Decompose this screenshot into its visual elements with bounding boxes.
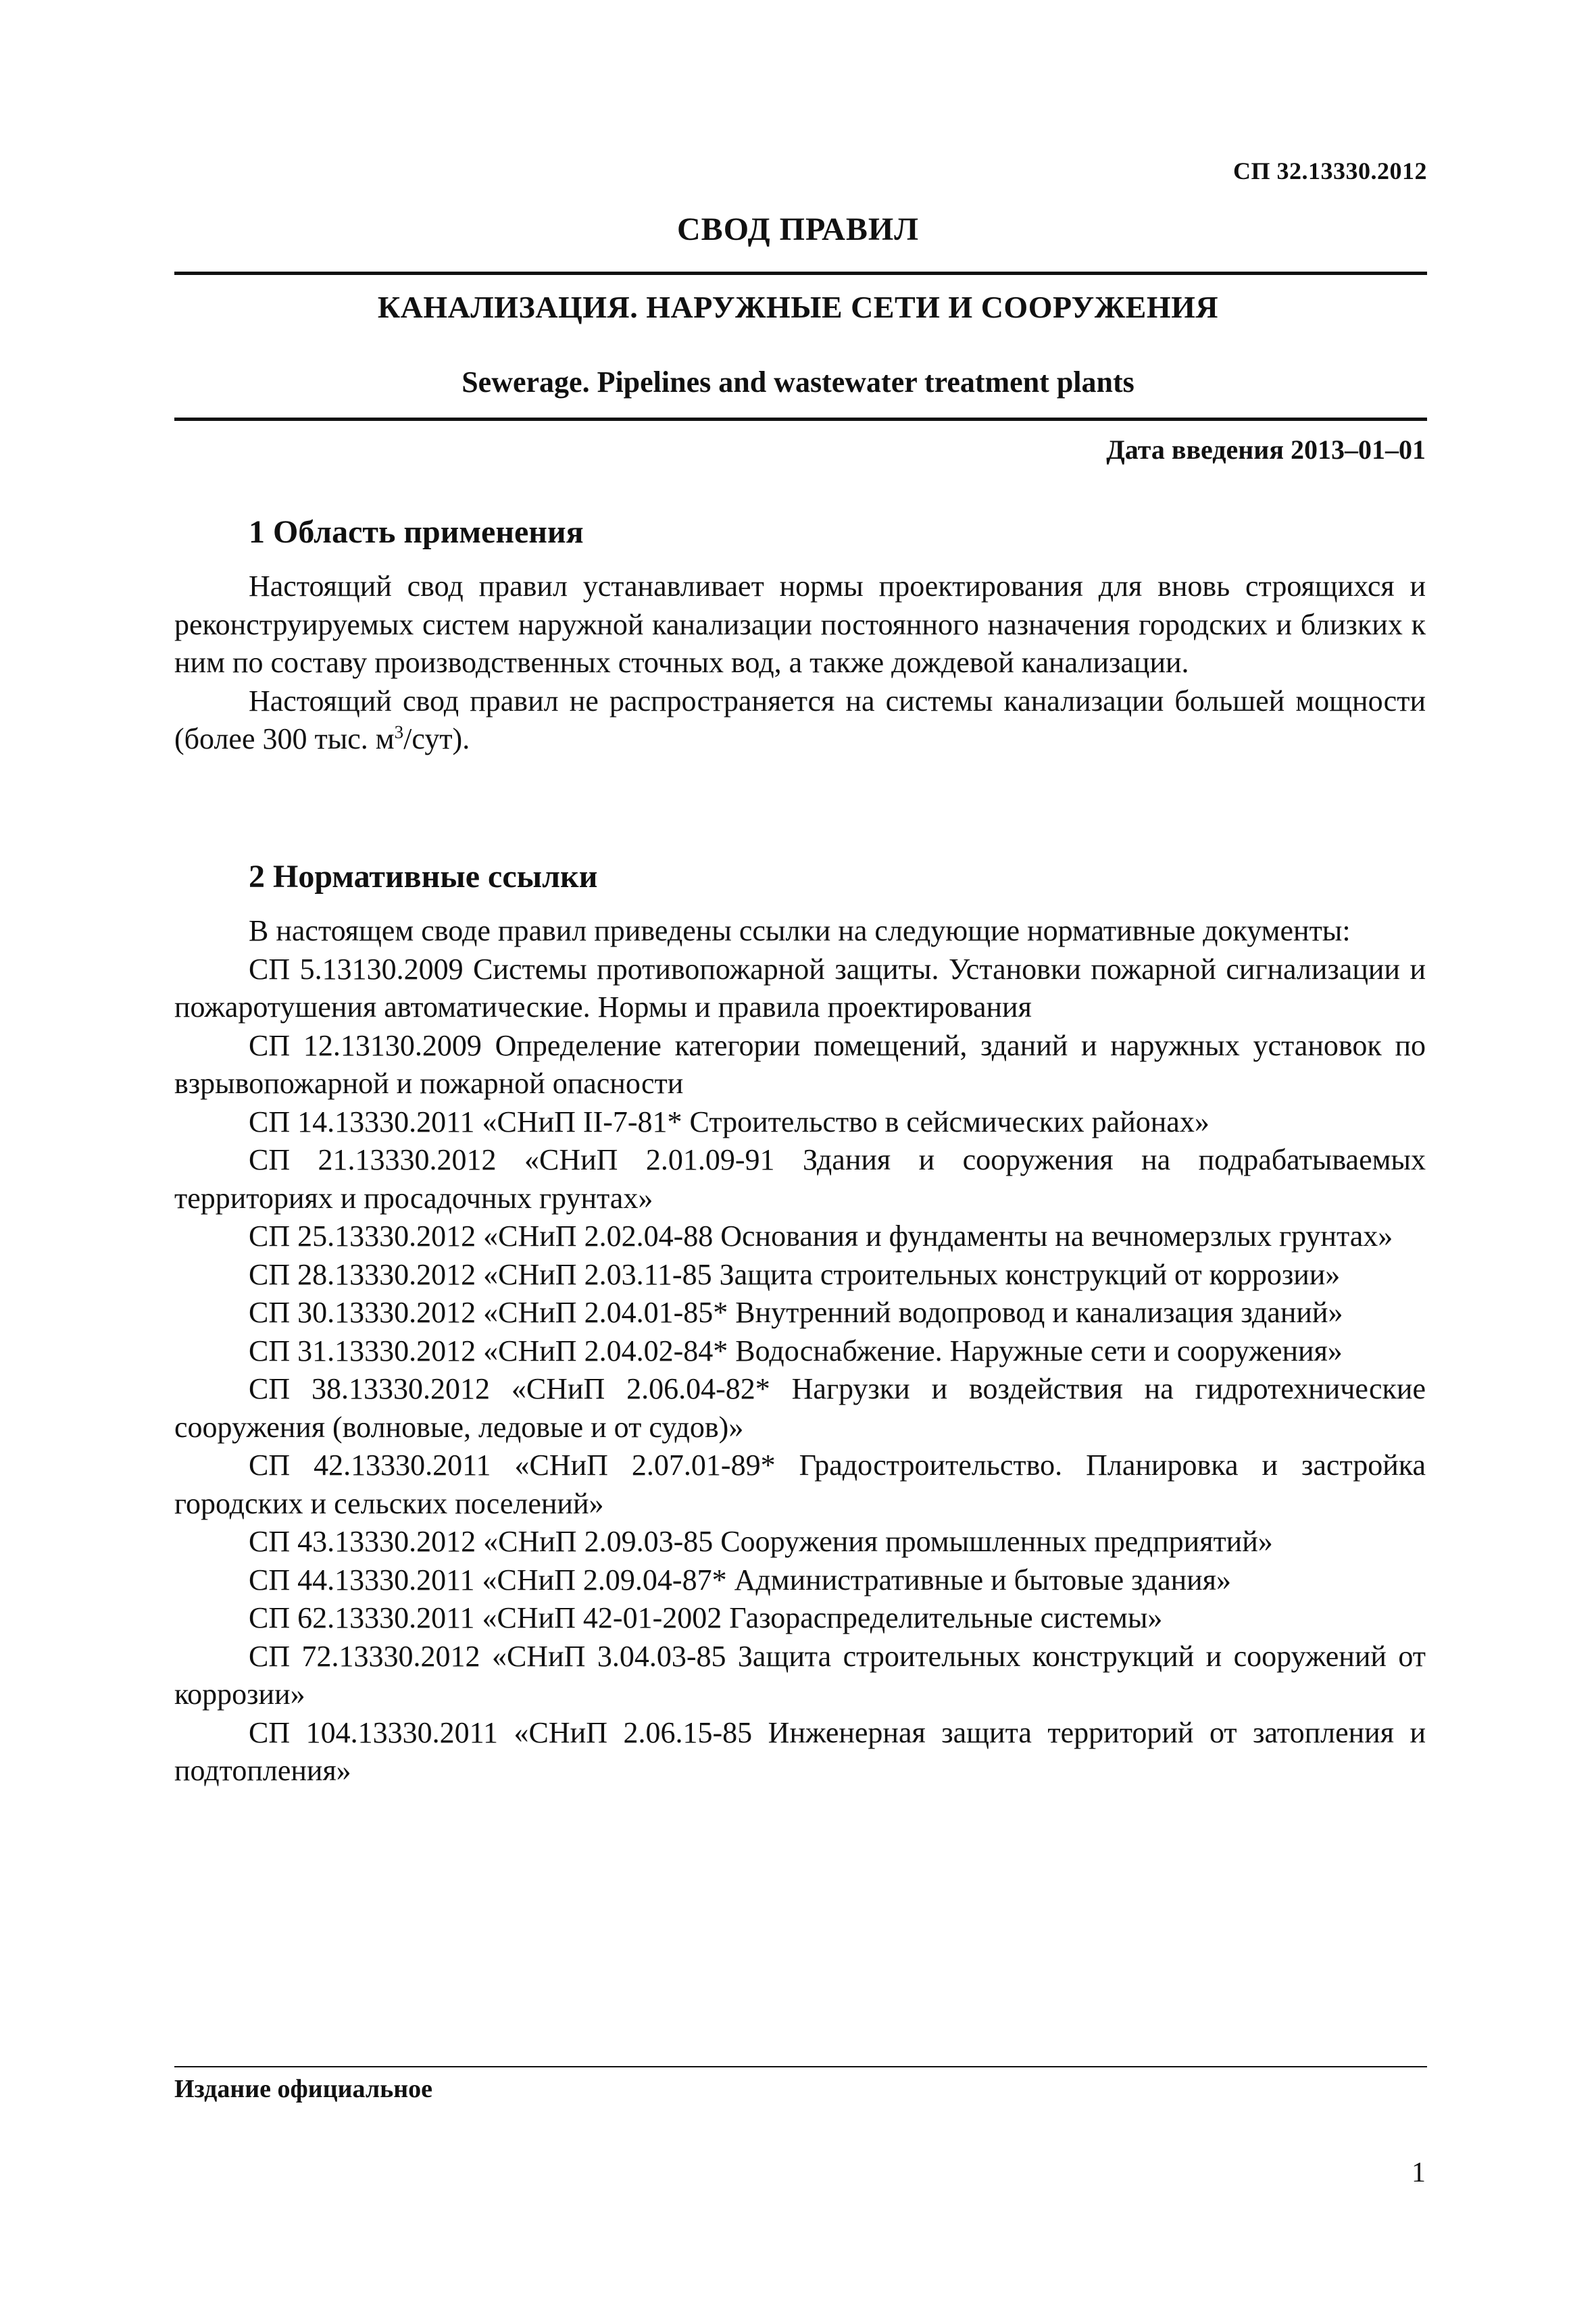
section-heading: 2 Нормативные ссылки [249, 859, 598, 895]
reference-item: СП 5.13130.2009 Системы противопожарной защиты. Установки пожарной сигнализации и пожаротушения автоматические. Нормы и правила проектирования [174, 952, 1426, 1024]
introduction-date: Дата введения 2013–01–01 [1106, 434, 1426, 465]
section-scope [174, 512, 1426, 759]
reference-item: СП 104.13330.2011 «СНиП 2.06.15-85 Инженерная защита территорий от затопления и подтопления» [174, 1715, 1426, 1787]
official-edition-note: Издание официальное [174, 2075, 433, 2103]
reference-item: СП 12.13130.2009 Определение категории помещений, зданий и наружных установок по взрывопожарной и пожарной опасности [174, 1028, 1426, 1100]
document-type-title: СВОД ПРАВИЛ [677, 211, 919, 247]
reference-item: СП 72.13330.2012 «СНиП 3.04.03-85 Защита строительных конструкций и сооружений от коррозии» [174, 1639, 1426, 1711]
footer-rule [174, 2066, 1427, 2067]
paragraph: В настоящем своде правил приведены ссылки на следующие нормативные документы: [249, 914, 1351, 947]
reference-item: СП 62.13330.2011 «СНиП 42-01-2002 Газораспределительные системы» [249, 1601, 1163, 1634]
reference-item: СП 28.13330.2012 «СНиП 2.03.11-85 Защита строительных конструкций от коррозии» [249, 1257, 1341, 1291]
document-title-en: Sewerage. Pipelines and wastewater treatment plants [462, 366, 1134, 399]
reference-item: СП 31.13330.2012 «СНиП 2.04.02-84* Водоснабжение. Наружные сети и сооружения» [249, 1334, 1343, 1367]
reference-item: СП 42.13330.2011 «СНиП 2.07.01-89* Градостроительство. Планировка и застройка городских и сельских поселений» [174, 1449, 1426, 1520]
document-title-ru: КАНАЛИЗАЦИЯ. НАРУЖНЫЕ СЕТИ И СООРУЖЕНИЯ [377, 290, 1219, 324]
reference-item: СП 21.13330.2012 «СНиП 2.01.09-91 Здания и сооружения на подрабатываемых территориях и просадочных грунтах» [174, 1143, 1426, 1215]
section-heading: 1 Область применения [249, 514, 584, 550]
title-bottom-rule [174, 418, 1427, 421]
paragraph: Настоящий свод правил устанавливает нормы проектирования для вновь строящихся и реконструируемых систем наружной канализации постоянного назначения городских и близких к ним по составу производственных сточных вод, а также дождевой канализации. [174, 570, 1426, 679]
reference-item: СП 14.13330.2011 «СНиП II-7-81* Строительство в сейсмических районах» [249, 1105, 1210, 1138]
reference-item: СП 43.13330.2012 «СНиП 2.09.03-85 Сооружения промышленных предприятий» [249, 1525, 1273, 1558]
section-normative-references [174, 857, 1426, 1790]
reference-item: СП 30.13330.2012 «СНиП 2.04.01-85* Внутренний водопровод и канализация зданий» [249, 1296, 1343, 1329]
reference-item: СП 25.13330.2012 «СНиП 2.02.04-88 Основания и фундаменты на вечномерзлых грунтах» [249, 1219, 1393, 1253]
reference-item: СП 38.13330.2012 «СНиП 2.06.04-82* Нагрузки и воздействия на гидротехнические сооружения (волновые, ледовые и от судов)» [174, 1372, 1426, 1444]
title-top-rule [174, 272, 1427, 275]
paragraph: Настоящий свод правил не распространяется на системы канализации большей мощности (более 300 тыс. $м^3/сут$). [174, 684, 1426, 755]
reference-item: СП 44.13330.2011 «СНиП 2.09.04-87* Административные и бытовые здания» [249, 1563, 1231, 1596]
page-number: 1 [1412, 2157, 1426, 2188]
document-code: СП 32.13330.2012 [1233, 157, 1427, 184]
